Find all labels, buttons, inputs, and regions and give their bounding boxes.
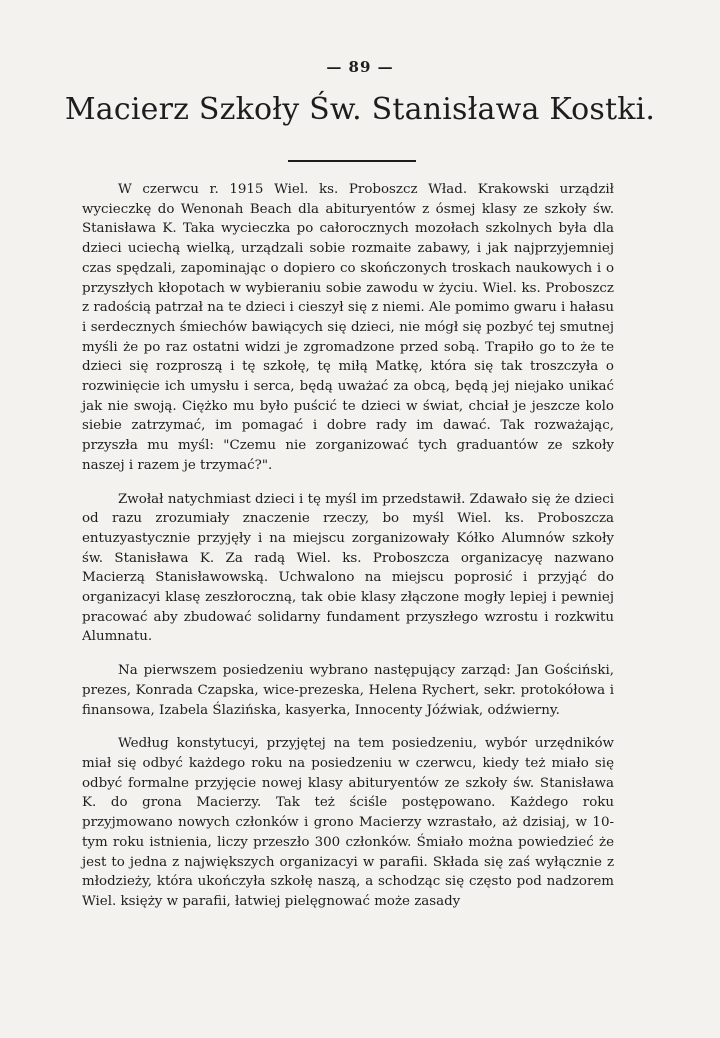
title-divider (288, 160, 416, 162)
body-text (82, 180, 614, 926)
page-title: Macierz Szkoły Św. Stanisława Kostki. (64, 92, 656, 127)
paragraph-4: Według konstytucyi, przyjętej na tem posiedzeniu, wybór urzędników miał się odbyć każdego roku na posiedzeniu w czerwcu, kiedy też miało się odbyć formalne przyjęcie nowej klasy abituryentów ze szkoły św. Stanisława K. do grona Macierzy. Tak też ściśle postępowano. Każdego roku przyjmowano nowych członków i grono Macierzy wzrastało, aż dzisiaj, w 10-tym roku istnienia, liczy przeszło 300 członków. Śmiało można powiedzieć że jest to jedna z największych organizacyi w parafii. Składa się zaś wyłącznie z młodzieży, która ukończyła szkołę naszą, a schodząc się często pod nadzorem Wiel. księży w parafii, łatwiej pielęgnować może zasady (82, 736, 614, 909)
paragraph-3: Na pierwszem posiedzeniu wybrano następujący zarząd: Jan Gościński, prezes, Konrada Czapska, wice-prezeska, Helena Rychert, sekr. protokółowa i finansowa, Izabela Ślazińska, kasyerka, Innocenty Jóźwiak, odźwierny. (82, 663, 614, 718)
page-number: — 89 — (326, 58, 394, 76)
paragraph-2: Zwołał natychmiast dzieci i tę myśl im przedstawił. Zdawało się że dzieci od razu zrozumiały znaczenie rzeczy, bo myśl Wiel. ks. Proboszcza entuzyastycznie przyjęły i na miejscu zorganizowały Kółko Alumnów szkoły św. Stanisława K. Za radą Wiel. ks. Proboszcza organizacyę nazwano Macierzą Stanisławowską. Uchwalono na miejscu poprosić i przyjąć do organizacyi klasę zeszłoroczną, tak obie klasy złączone mogły lepiej i pewniej pracować aby zbudować solidarny fundament przyszłego wzrostu i rozkwitu Alumnatu. (82, 491, 614, 645)
paragraph-1: W czerwcu r. 1915 Wiel. ks. Proboszcz Wład. Krakowski urządził wycieczkę do Wenonah Beach dla abituryentów z ósmej klasy ze szkoły św. Stanisława K. Taka wycieczka po całorocznych mozołach szkolnych była dla dzieci uciechą wielką, urządzali sobie rozmaite zabawy, i jak najprzyjemniej czas spędzali, zapominając o dopiero co skończonych troskach naukowych i o przyszłych kłopotach w wybieraniu sobie zawodu w życiu. Wiel. ks. Proboszcz z radością patrzał na te dzieci i cieszył się z niemi. Ale pomimo gwaru i hałasu i serdecznych śmiechów bawiących się dzieci, nie mógł się pozbyć tej smutnej myśli że po raz ostatni widzi je zgromadzone przed sobą. Trapiło go to że te dzieci się rozproszą i tę szkołę, tę miłą Matkę, która się tak troszczyła o rozwinięcie ich umysłu i serca, będą uważać za obcą, będą jej niejako unikać jak nie swoją. Ciężko mu było puścić te dzieci w świat, chciał je jeszcze kolo siebie zatrzymać, im pomagać i dobre rady im dawać. Tak rozważając, przyszła mu myśl: "Czemu nie zorganizować tych graduantów ze szkoły naszej i razem je trzymać?". (82, 182, 614, 473)
